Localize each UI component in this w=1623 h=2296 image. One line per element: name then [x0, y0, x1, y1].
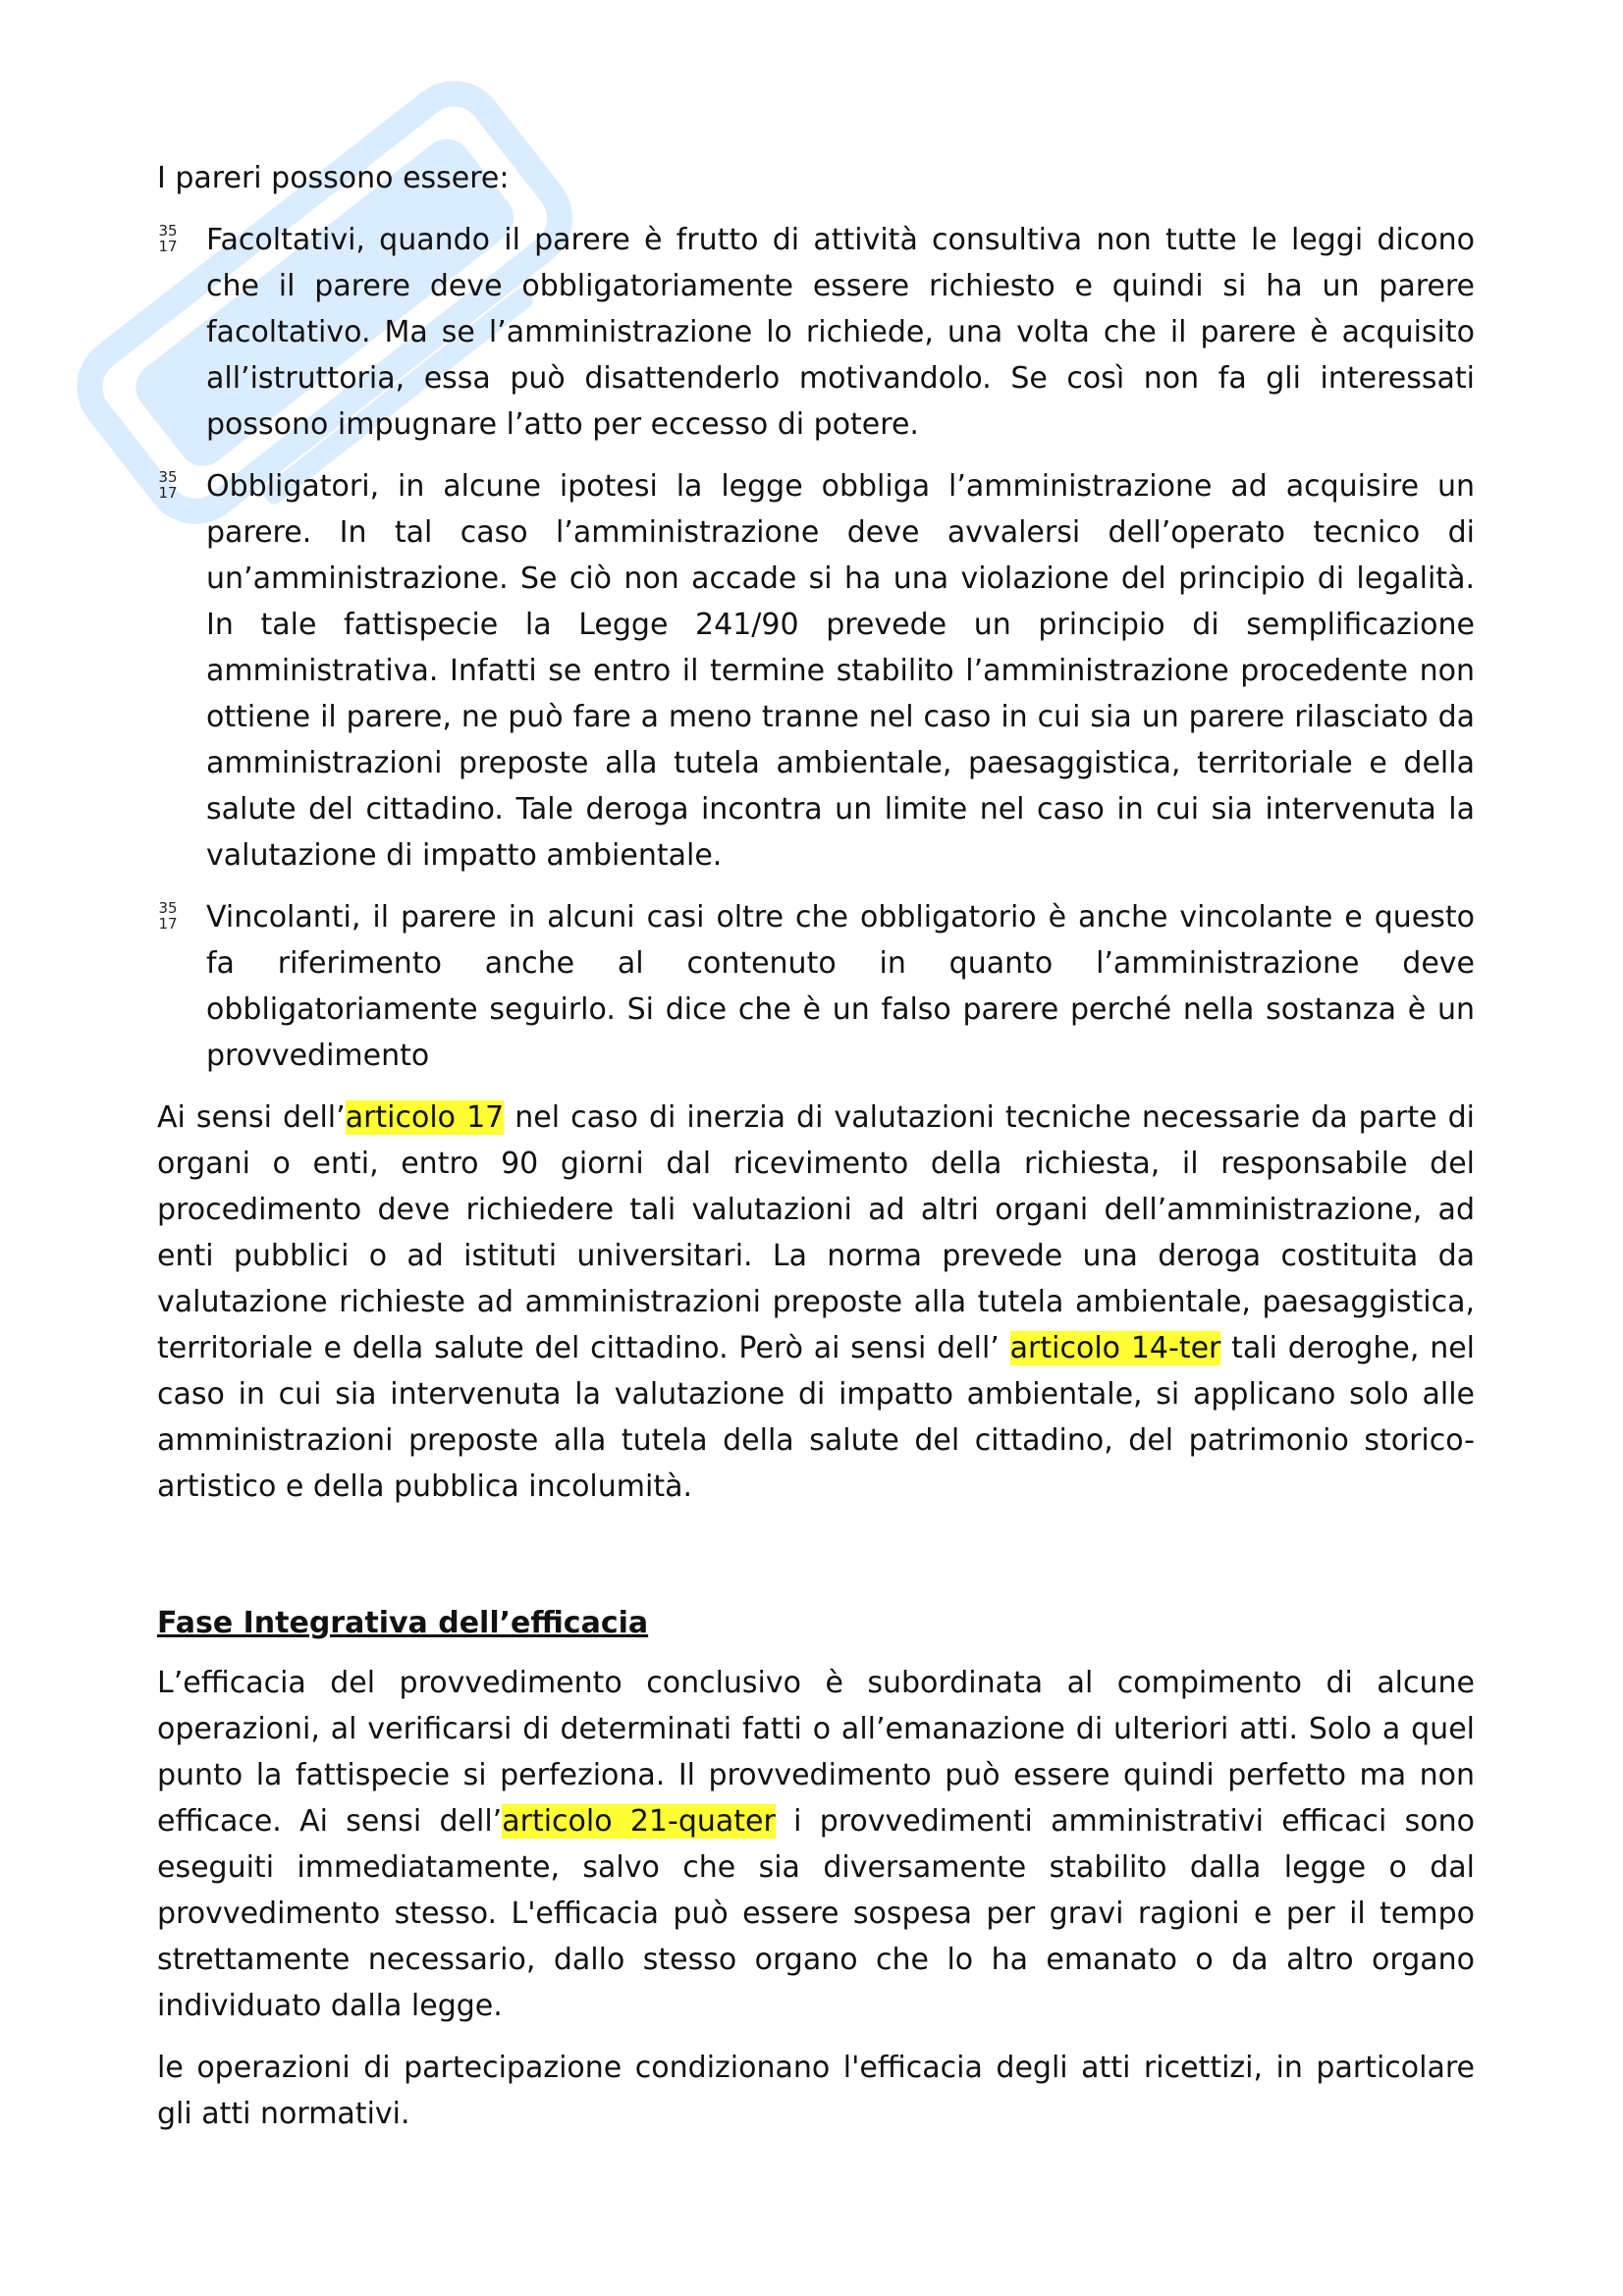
bullet-item — [157, 894, 1475, 1079]
intro-text: I pareri possono essere: — [157, 161, 510, 195]
document-page — [157, 155, 1475, 2153]
bullet-text: Vincolanti, il parere in alcuni casi oltre che obbligatorio è anche vincolante e questo fa riferimento anche al contenuto in quanto l’amministrazione deve obbligatoriamente seguirlo. Si dice che è un falso parere perché nella sostanza è un provvedimento — [206, 900, 1475, 1073]
paragraph-articolo-17: Ai sensi dell’articolo 17 nel caso di inerzia di valutazioni tecniche necessarie da parte di organi o enti, entro 90 giorni dal ricevimento della richiesta, il responsabile del procedimento deve richiedere tali valutazioni ad altri organi dell’amministrazione, ad enti pubblici o ad istituti universitari. La norma prevede una deroga costituita da valutazione richieste ad amministrazioni preposte alla tutela ambientale, paesaggistica, territoriale e della salute del cittadino. Però ai sensi dell’ articolo 14-ter tali deroghe, nel caso in cui sia intervenuta la valutazione di impatto ambientale, si applicano solo alle amministrazioni preposte alla tutela della salute del cittadino, del patrimonio storico-artistico e della pubblica incolumità. — [157, 1100, 1475, 1504]
bullet-text: Facoltativi, quando il parere è frutto di attività consultiva non tutte le leggi dicono che il parere deve obbligatoriamente essere richiesto e quindi si ha un parere facoltativo. Ma se l’amministrazione lo richiede, una volta che il parere è acquisito all’istruttoria, essa può disattenderlo motivandolo. Se così non fa gli interessati possono impugnare l’atto per eccesso di potere. — [206, 223, 1475, 442]
paragraph-partecipazione: le operazioni di partecipazione condizionano l'efficacia degli atti ricettizi, in particolare gli atti normativi. — [157, 2051, 1475, 2131]
section-title: Fase Integrativa dell’efficacia — [157, 1606, 649, 1640]
highlight-articolo-14-ter: articolo 14-ter — [1009, 1331, 1221, 1365]
bullet-text: Obbligatori, in alcune ipotesi la legge obbliga l’amministrazione ad acquisire un parere. In tal caso l’amministrazione deve avvalersi dell’operato tecnico di un’amministrazione. Se ciò non accade si ha una violazione del principio di legalità. In tale fattispecie la Legge 241/90 prevede un principio di semplificazione amministrativa. Infatti se entro il termine stabilito l’amministrazione procedente non ottiene il parere, ne può fare a meno tranne nel caso in cui sia un parere rilasciato da amministrazioni preposte alla tutela ambientale, paesaggistica, territoriale e della salute del cittadino. Tale deroga incontra un limite nel caso in cui sia intervenuta la valutazione di impatto ambientale. — [206, 469, 1475, 873]
bullet-item — [157, 217, 1475, 448]
bullet-marker: 35 17 — [158, 222, 178, 255]
bullet-item — [157, 463, 1475, 879]
bullet-marker: 35 17 — [158, 468, 178, 502]
highlight-articolo-17: articolo 17 — [345, 1100, 505, 1135]
bullet-marker: 35 17 — [158, 899, 178, 933]
paragraph-efficacia: L’efficacia del provvedimento conclusivo è subordinata al compimento di alcune operazioni, al verificarsi di determinati fatti o all’emanazione di ulteriori atti. Solo a quel punto la fattispecie si perfeziona. Il provvedimento può essere quindi perfetto ma non efficace. Ai sensi dell’articolo 21-quater i provvedimenti amministrativi efficaci sono eseguiti immediatamente, salvo che sia diversamente stabilito dalla legge o dal provvedimento stesso. L'efficacia può essere sospesa per gravi ragioni e per il tempo strettamente necessario, dallo stesso organo che lo ha emanato o da altro organo individuato dalla legge. — [157, 1666, 1475, 2023]
highlight-articolo-21-quater: articolo 21-quater — [502, 1804, 776, 1839]
